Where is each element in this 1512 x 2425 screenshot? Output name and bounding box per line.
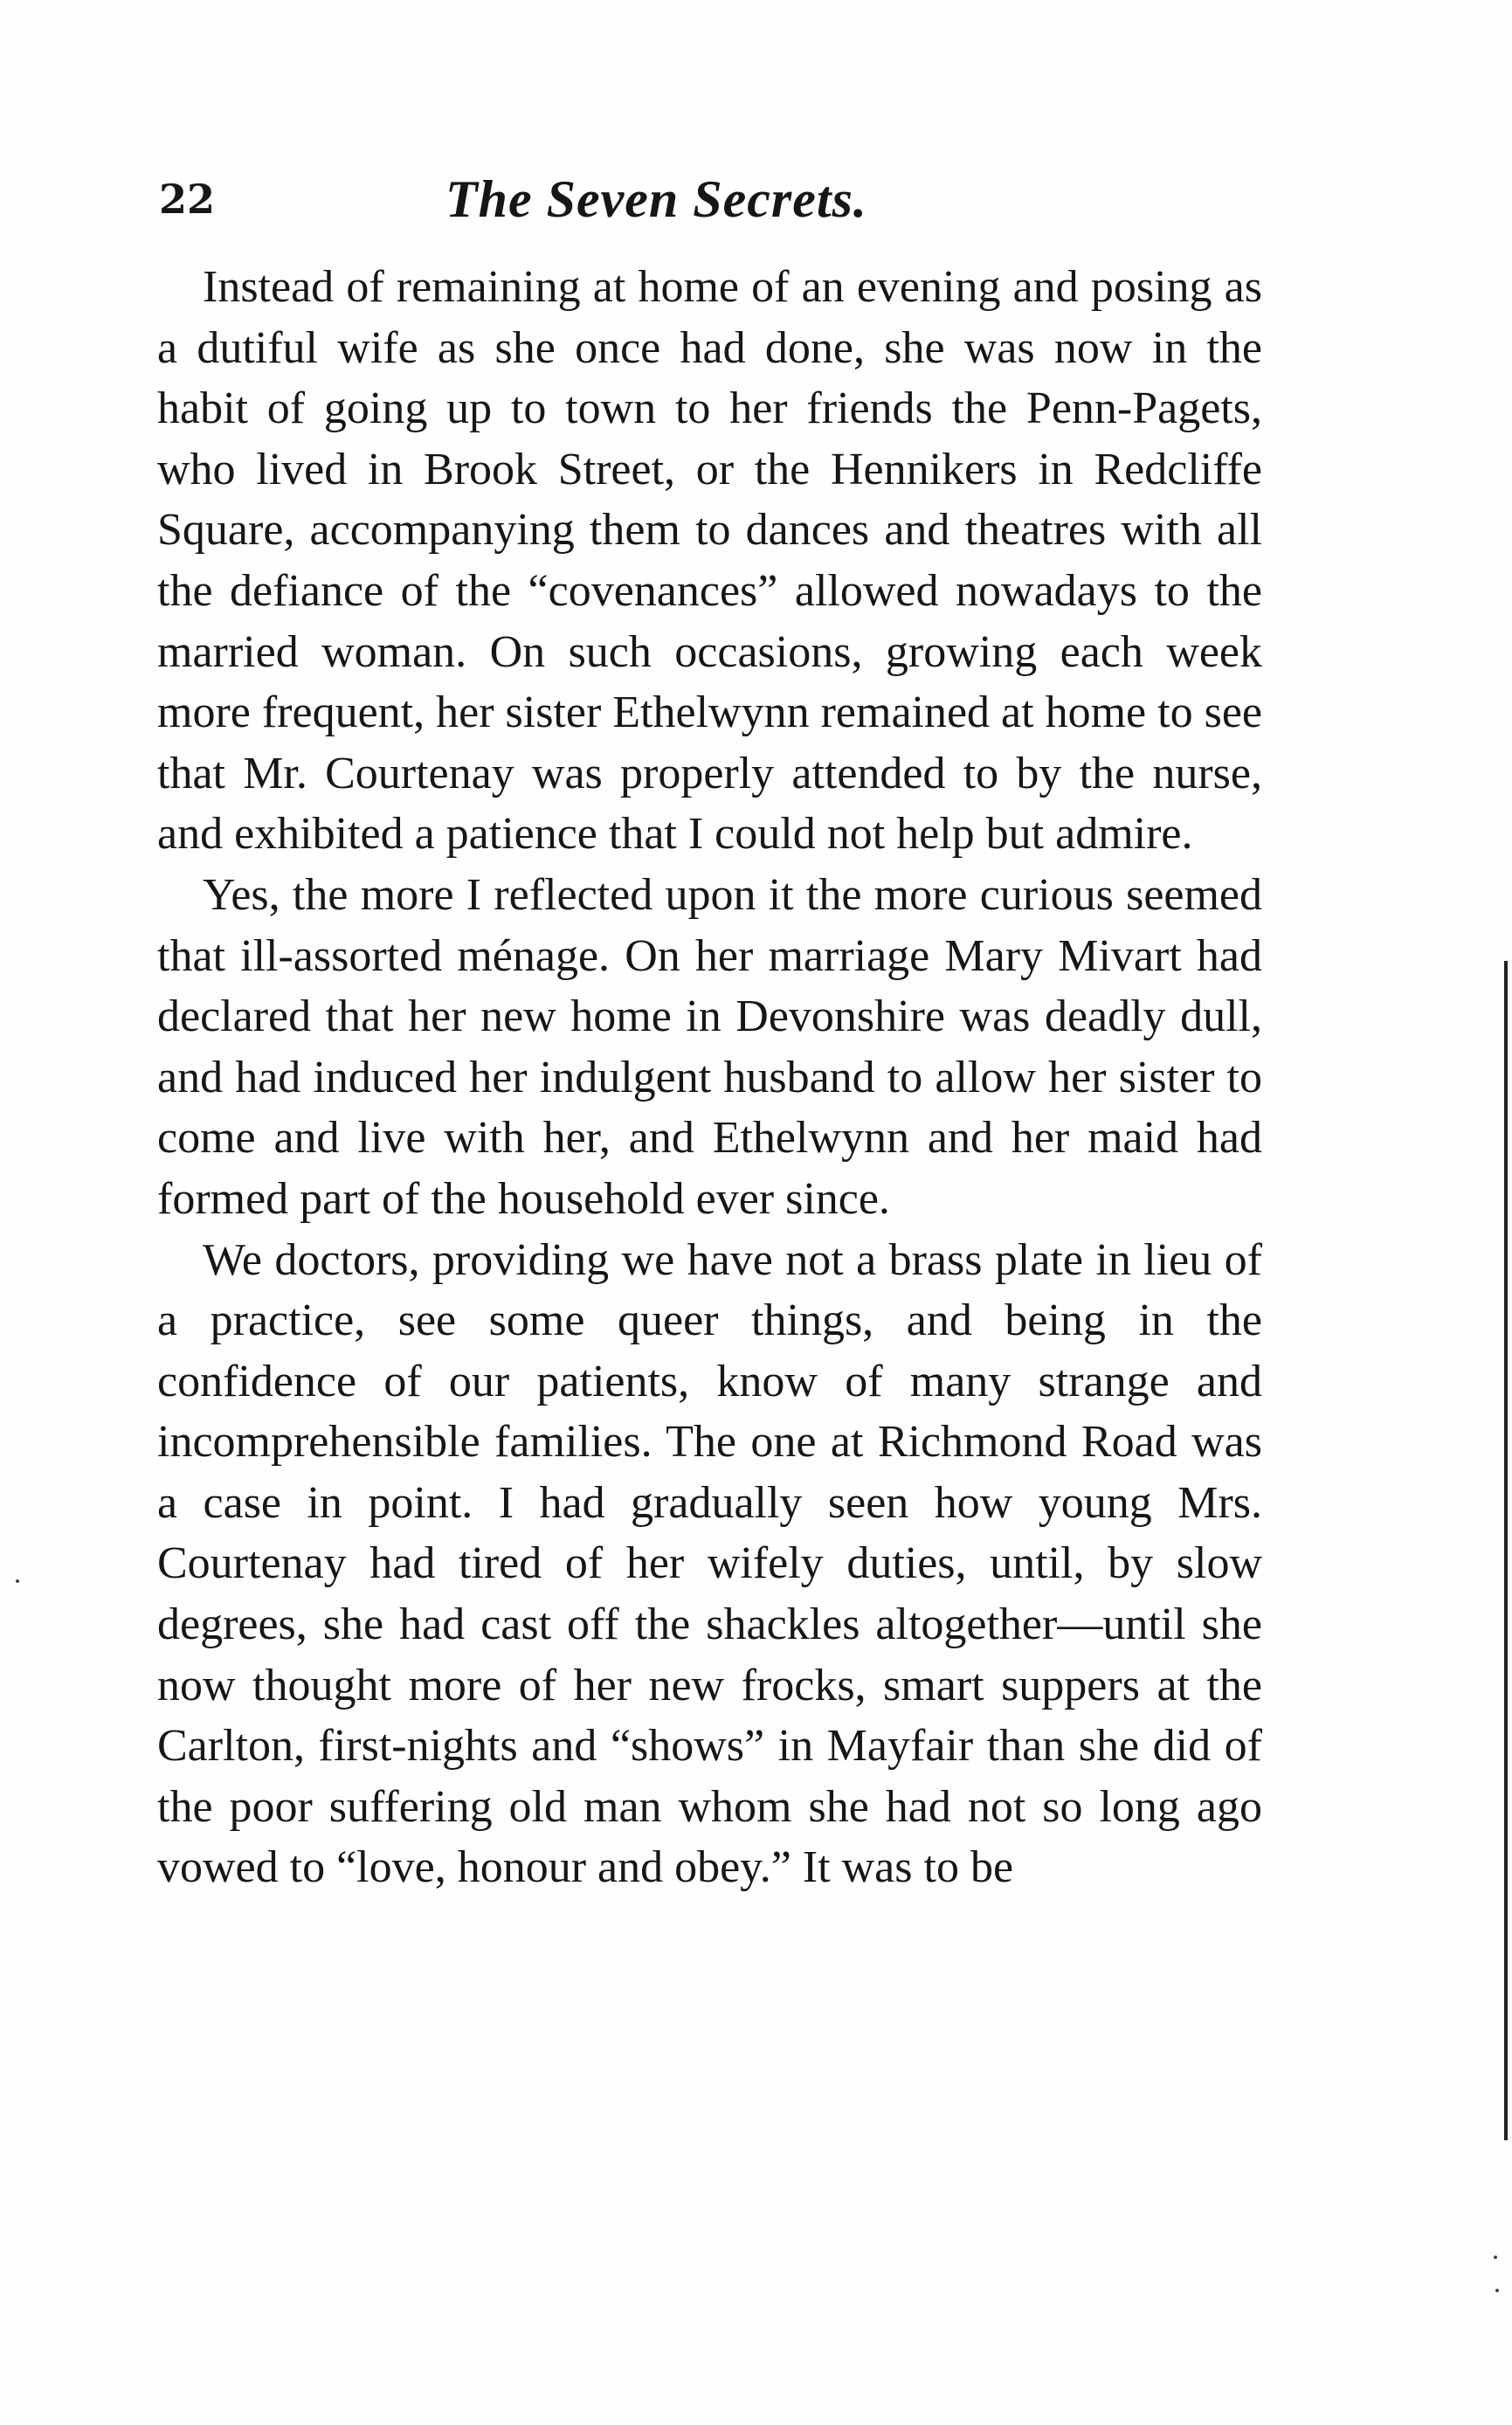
scan-edge-line <box>1504 961 1508 2140</box>
page-header <box>157 164 1258 234</box>
page-number: 22 <box>159 176 216 223</box>
paragraph: We doctors, providing we have not a brass plate in lieu of a practice, see some queer things, and being in the confidence of our patients, know of many strange and incomprehensible families. The one at Richmond Road was a case in point. I had gradually seen how young Mrs. Courtenay had tired of her wifely duties, until, by slow degrees, she had cast off the shackles altogether—until she now thought more of her new frocks, smart suppers at the Carlton, first-nights and “shows” in Mayfair than she did of the poor suffering old man whom she had not so long ago vowed to “love, honour and obey.” It was to be <box>157 1234 1262 1893</box>
running-title: The Seven Secrets. <box>445 170 867 228</box>
paragraph: Instead of remaining at home of an evening and posing as a dutiful wife as she once had done, she was now in the habit of going up to town to her friends the Penn-Pagets, who lived in Brook Street, or the Hennikers in Redcliffe Square, accompanying them to dances and theatres with all the defiance of the “covenances” allowed nowadays to the married woman. On such occasions, growing each week more frequent, her sister Ethelwynn remained at home to see that Mr. Courtenay was properly attended to by the nurse, and exhibited a patience that I could not help but admire. <box>157 262 1262 860</box>
scan-speck <box>16 1579 19 1583</box>
scan-speck <box>1494 2256 1497 2259</box>
scan-speck <box>1495 2289 1499 2292</box>
paragraph: Yes, the more I reflected upon it the more curious seemed that ill-assorted ménage. On her marriage Mary Mivart had declared that her new home in Devonshire was deadly dull, and had induced her indulgent husband to allow her sister to come and live with her, and Ethelwynn and her maid had formed part of the household ever since. <box>157 869 1262 1224</box>
body-text <box>157 257 1262 1898</box>
